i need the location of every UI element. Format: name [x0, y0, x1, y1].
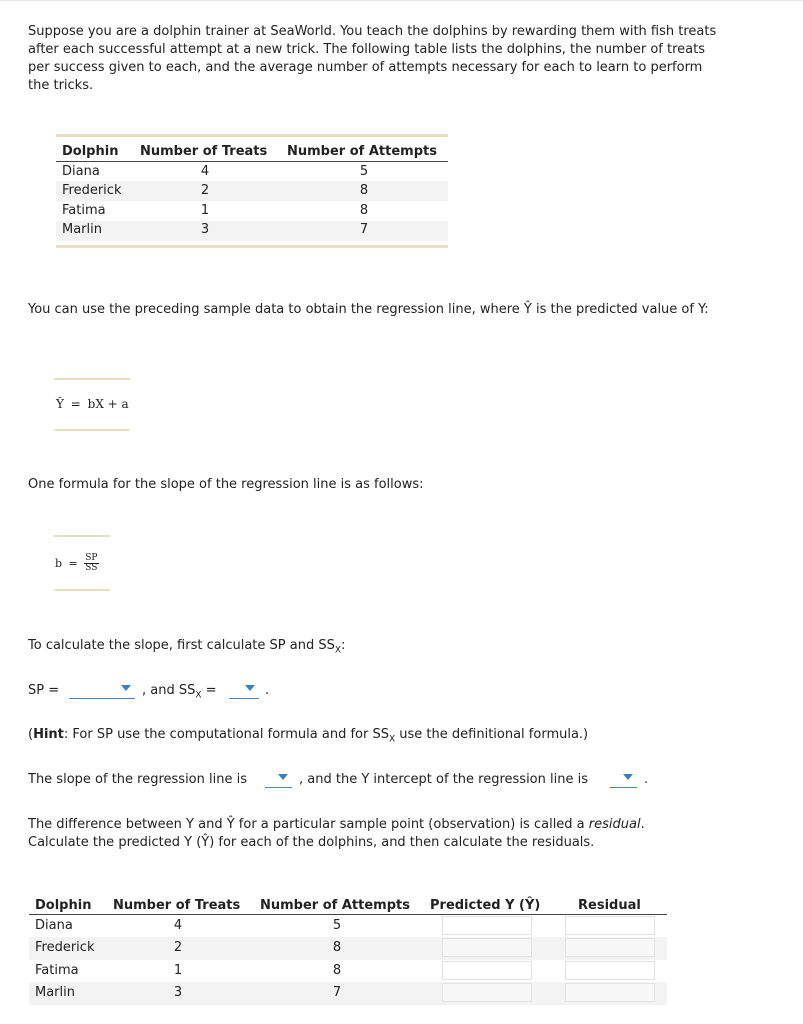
regression-formula	[56, 397, 129, 411]
header-dolphin: Dolphin	[35, 898, 92, 913]
header-predicted: Predicted Y (Ŷ)	[430, 898, 541, 913]
residual-paragraph	[28, 816, 748, 852]
cell-treats: 2	[173, 940, 183, 955]
chevron-down-icon	[623, 774, 633, 780]
cell-dolphin: Marlin	[62, 222, 102, 237]
formula-lhs: Ŷ	[56, 397, 64, 411]
residual-input[interactable]	[565, 983, 655, 1002]
formula-eq: =	[70, 397, 81, 411]
sp-label: SP =	[28, 683, 60, 698]
residual-input[interactable]	[565, 916, 655, 935]
table-bottom-rule	[56, 245, 448, 248]
slope-numerator: SP	[85, 553, 98, 563]
sp-dropdown[interactable]	[69, 682, 135, 699]
cell-dolphin: Fatima	[35, 963, 79, 978]
slope-formula-top-rule	[54, 535, 110, 537]
slope-line-text: The slope of the regression line is	[28, 772, 247, 787]
cell-dolphin: Diana	[35, 918, 73, 933]
cell-dolphin: Diana	[62, 164, 100, 179]
cell-attempts: 5	[359, 164, 369, 179]
slope-fraction	[84, 554, 98, 573]
header-dolphin: Dolphin	[62, 144, 119, 159]
ssx-dropdown[interactable]	[229, 682, 259, 699]
header-treats: Number of Treats	[113, 898, 241, 913]
predicted-input[interactable]	[442, 916, 532, 935]
formula-bottom-rule	[54, 429, 130, 431]
predicted-input[interactable]	[442, 961, 532, 980]
predicted-input[interactable]	[442, 983, 532, 1002]
chevron-down-icon	[278, 774, 288, 780]
hint-text1: : For SP use the computational formula and for SS	[63, 727, 389, 742]
cell-attempts: 8	[332, 963, 342, 978]
cell-treats: 3	[200, 222, 210, 237]
hint-open: (	[28, 727, 34, 742]
slope-line-end: .	[644, 772, 649, 787]
cell-treats: 1	[200, 203, 210, 218]
calc-sub: X	[334, 645, 341, 656]
residual-input[interactable]	[565, 938, 655, 957]
cell-treats: 2	[200, 183, 210, 198]
intro-paragraph: Suppose you are a dolphin trainer at SeaWorld. You teach the dolphins by rewarding them with fish treats after each successful attempt at a new trick. The following table lists the dolphins, the number of treats per success given to each, and the average number of attempts necessary for each to learn to perform the tricks.	[28, 24, 717, 93]
residual-input[interactable]	[565, 961, 655, 980]
header-residual: Residual	[578, 898, 641, 913]
formula-top-rule	[54, 378, 130, 380]
chevron-down-icon	[121, 685, 131, 691]
cell-dolphin: Frederick	[35, 940, 95, 955]
cell-treats: 1	[173, 963, 183, 978]
hint-sub: X	[388, 734, 396, 745]
cell-attempts: 7	[359, 222, 369, 237]
cell-dolphin: Frederick	[62, 183, 122, 198]
sp-line-end: .	[265, 683, 270, 698]
header-attempts: Number of Attempts	[260, 898, 410, 913]
residual-italic: residual	[588, 817, 641, 832]
slope-intro: One formula for the slope of the regression line is as follows:	[28, 477, 424, 492]
slope-dropdown[interactable]	[265, 771, 292, 788]
slope-lhs: b	[55, 557, 63, 570]
intercept-dropdown[interactable]	[610, 771, 637, 788]
calc-instruction	[28, 638, 345, 656]
hint-bold: Hint	[33, 727, 64, 742]
cell-attempts: 7	[332, 985, 342, 1000]
calc-colon: :	[341, 638, 346, 653]
cell-attempts: 5	[332, 918, 342, 933]
cell-attempts: 8	[359, 203, 369, 218]
formula-rhs: bX + a	[87, 397, 129, 411]
cell-attempts: 8	[332, 940, 342, 955]
cell-treats: 4	[173, 918, 183, 933]
intercept-line-text: , and the Y intercept of the regression line is	[299, 772, 588, 787]
calc-text: To calculate the slope, first calculate SP and SS	[28, 638, 335, 653]
header-attempts: Number of Attempts	[287, 144, 437, 159]
ssx-sub: X	[195, 690, 202, 701]
and-text: , and SS	[142, 683, 196, 698]
residual-text2: .	[640, 817, 645, 832]
residual-text1: The difference between Y and Ŷ for a particular sample point (observation) is called a	[28, 817, 589, 832]
table-top-rule	[56, 134, 448, 137]
header-rule	[29, 914, 667, 915]
ssx-label	[142, 683, 217, 701]
cell-attempts: 8	[359, 183, 369, 198]
header-rule	[56, 161, 448, 162]
cell-dolphin: Marlin	[35, 985, 75, 1000]
regression-paragraph: You can use the preceding sample data to obtain the regression line, where Ŷ is the predicted value of Y:	[28, 302, 709, 317]
cell-treats: 3	[173, 985, 183, 1000]
residual-line2: Calculate the predicted Y (Ŷ) for each of the dolphins, and then calculate the residuals.	[28, 835, 595, 850]
cell-dolphin: Fatima	[62, 203, 106, 218]
predicted-input[interactable]	[442, 938, 532, 957]
ssx-eq: =	[201, 683, 217, 698]
slope-eq: =	[68, 557, 78, 570]
hint-text	[28, 727, 588, 745]
header-treats: Number of Treats	[140, 144, 268, 159]
hint-text2: use the definitional formula.)	[395, 727, 589, 742]
cell-treats: 4	[200, 164, 210, 179]
slope-formula	[55, 554, 99, 573]
chevron-down-icon	[245, 685, 255, 691]
slope-denominator: SS	[85, 563, 98, 573]
slope-formula-bottom-rule	[54, 589, 110, 591]
